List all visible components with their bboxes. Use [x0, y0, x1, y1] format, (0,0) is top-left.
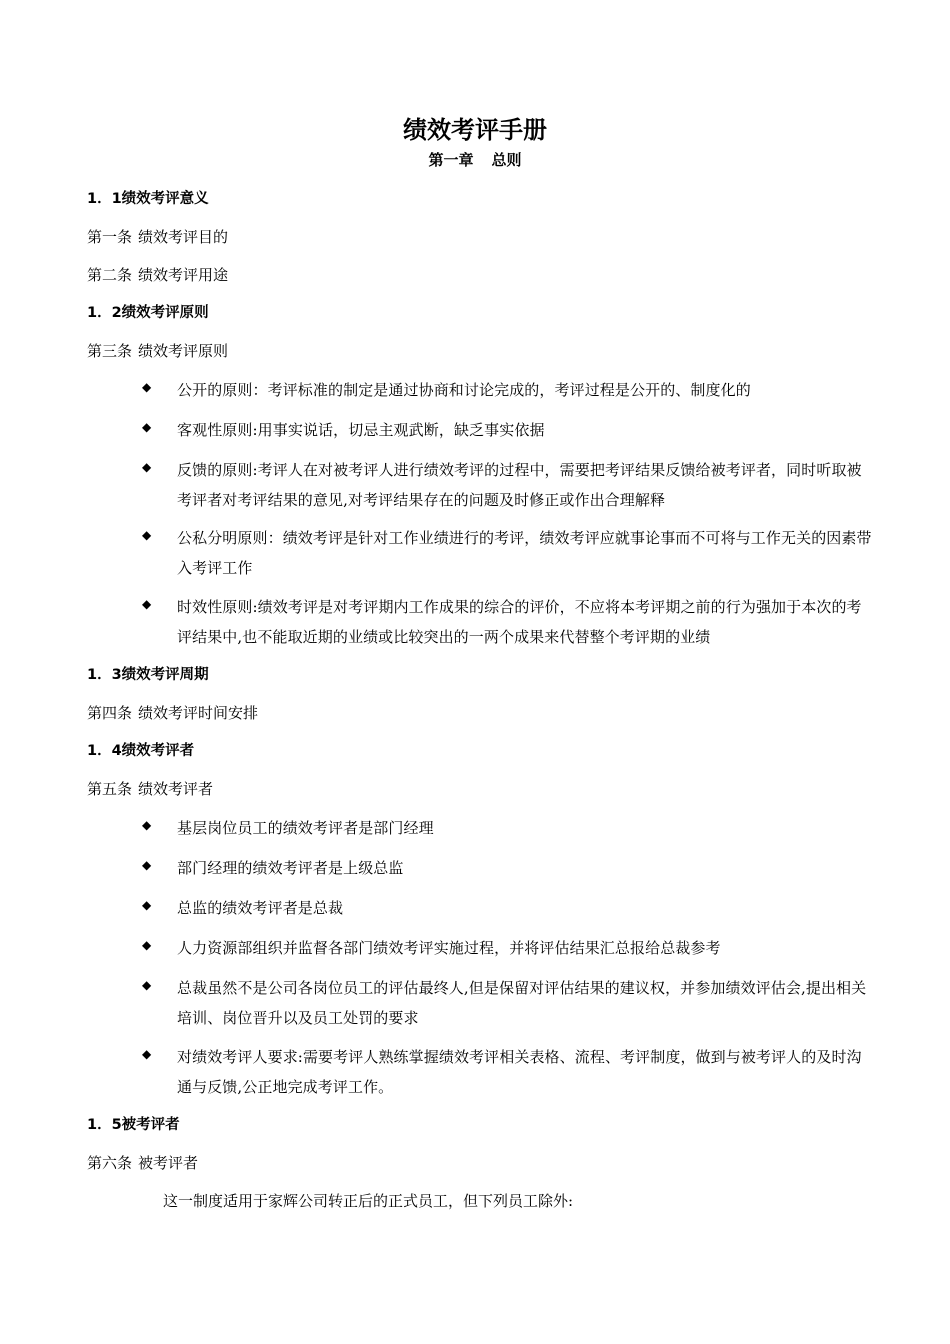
article-6	[87, 1152, 198, 1174]
diamond-bullet-icon: ◆	[142, 1047, 152, 1061]
diamond-bullet-icon: ◆	[142, 978, 152, 992]
evaluator-text: 总裁虽然不是公司各岗位员工的评估最终人,但是保留对评估结果的建议权，并参加绩效评估会,提出相关培训、岗位晋升以及员工处罚的要求	[177, 979, 867, 1027]
principle-text: 客观性原则:用事实说话，切忌主观武断，缺乏事实依据	[177, 421, 545, 439]
article-number: 第五条	[87, 780, 133, 798]
diamond-bullet-icon: ◆	[142, 898, 152, 912]
diamond-bullet-icon: ◆	[142, 597, 152, 611]
principle-text: 公开的原则：考评标准的制定是通过协商和讨论完成的，考评过程是公开的、制度化的	[177, 381, 751, 399]
chapter-name: 总则	[491, 151, 522, 169]
diamond-bullet-icon: ◆	[142, 380, 152, 394]
section-heading-1-3: 1．3绩效考评周期	[87, 667, 209, 683]
evaluator-text: 总监的绩效考评者是总裁	[177, 899, 344, 917]
evaluator-item	[142, 1042, 872, 1102]
principle-item	[142, 592, 872, 652]
evaluator-text: 基层岗位员工的绩效考评者是部门经理	[177, 819, 434, 837]
diamond-bullet-icon: ◆	[142, 528, 152, 542]
scope-paragraph: 这一制度适用于家辉公司转正后的正式员工，但下列员工除外:	[163, 1192, 574, 1210]
diamond-bullet-icon: ◆	[142, 420, 152, 434]
chapter-title	[0, 149, 950, 171]
diamond-bullet-icon: ◆	[142, 818, 152, 832]
principle-text: 公私分明原则：绩效考评是针对工作业绩进行的考评，绩效考评应就事论事而不可将与工作无关的因素带入考评工作	[177, 529, 872, 577]
diamond-bullet-icon: ◆	[142, 858, 152, 872]
article-title: 绩效考评时间安排	[138, 704, 259, 722]
article-title: 绩效考评目的	[138, 228, 229, 246]
section-heading-1-1: 1．1绩效考评意义	[87, 191, 209, 207]
article-title: 绩效考评者	[138, 780, 214, 798]
article-title: 绩效考评原则	[138, 342, 229, 360]
diamond-bullet-icon: ◆	[142, 460, 152, 474]
principle-item	[142, 375, 872, 405]
section-heading-1-4: 1．4绩效考评者	[87, 743, 195, 759]
article-3	[87, 340, 228, 362]
article-number: 第二条	[87, 266, 133, 284]
article-title: 绩效考评用途	[138, 266, 229, 284]
principle-item	[142, 455, 872, 515]
article-number: 第三条	[87, 342, 133, 360]
evaluator-text: 对绩效考评人要求:需要考评人熟练掌握绩效考评相关表格、流程、考评制度，做到与被考评人的及时沟通与反馈,公正地完成考评工作。	[177, 1048, 862, 1096]
chapter-number: 第一章	[428, 151, 474, 169]
principle-item	[142, 523, 872, 583]
principle-text: 反馈的原则:考评人在对被考评人进行绩效考评的过程中，需要把考评结果反馈给被考评者，同时听取被考评者对考评结果的意见,对考评结果存在的问题及时修正或作出合理解释	[177, 461, 862, 509]
evaluator-item	[142, 853, 872, 883]
article-5	[87, 778, 213, 800]
evaluator-item	[142, 933, 872, 963]
article-4	[87, 702, 258, 724]
evaluator-item	[142, 813, 872, 843]
article-title: 被考评者	[138, 1154, 199, 1172]
article-number: 第六条	[87, 1154, 133, 1172]
evaluator-item	[142, 973, 872, 1033]
section-heading-1-5: 1．5被考评者	[87, 1117, 180, 1133]
article-number: 第一条	[87, 228, 133, 246]
evaluator-text: 部门经理的绩效考评者是上级总监	[177, 859, 404, 877]
article-2	[87, 264, 228, 286]
evaluator-item	[142, 893, 872, 923]
principle-text: 时效性原则:绩效考评是对考评期内工作成果的综合的评价，不应将本考评期之前的行为强加于本次的考评结果中,也不能取近期的业绩或比较突出的一两个成果来代替整个考评期的业绩	[177, 598, 862, 646]
document-title: 绩效考评手册	[403, 116, 547, 144]
principle-item	[142, 415, 872, 445]
section-heading-1-2: 1．2绩效考评原则	[87, 305, 209, 321]
article-number: 第四条	[87, 704, 133, 722]
evaluator-text: 人力资源部组织并监督各部门绩效考评实施过程，并将评估结果汇总报给总裁参考	[177, 939, 721, 957]
diamond-bullet-icon: ◆	[142, 938, 152, 952]
article-1	[87, 226, 228, 248]
